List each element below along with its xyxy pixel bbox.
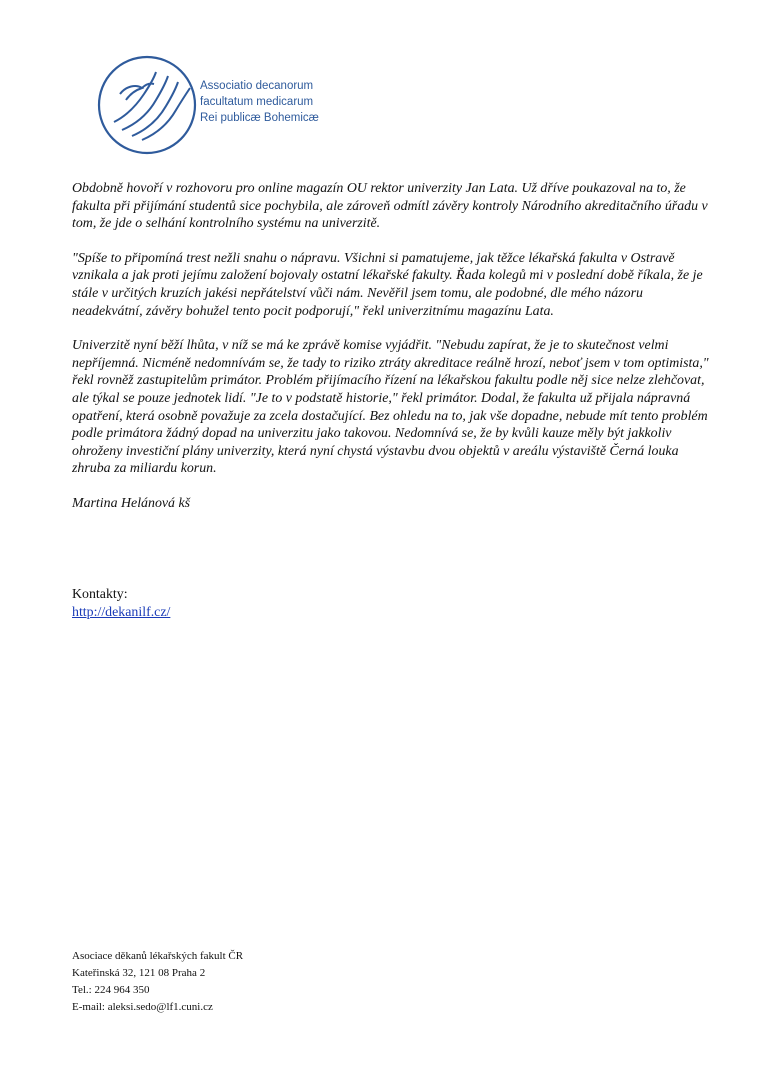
bird-circle-logo-icon [92, 50, 202, 160]
paragraph: Univerzitě nyní běží lhůta, v níž se má ke zprávě komise vyjádřit. "Nebudu zapírat, že je to skutečnost velmi nepříjemná. Nicméně nedomnívám se, že tady to riziko ztráty akreditace reálně hrozí, neboť jsem v tom optimista," řekl rovněž zastupitelům primátor. Problém přijímacího řízení na lékařskou fakultu podle něj sice nelze zlehčovat, ale týkal se pouze jednotek lidí. "Je to v podstatě historie," řekl primátor. Dodal, že fakulta už přijala nápravná opatření, která osobně považuje za zcela dostačující. Bez ohledu na to, jak vše dopadne, nebude mít tento problém podle primátora žádný dopad na univerzitu jako takovou. Nedomnívá se, že by kvůli kauze měly být jakkoliv ohroženy investiční plány univerzity, která nyní chystá výstavbu dvou objektů v areálu výstaviště Černá louka zhruba za miliardu korun. [72, 338, 709, 477]
contacts-label: Kontakty: [72, 587, 128, 602]
footer-street: Kateřinská 32, 121 08 Praha 2 [72, 967, 206, 979]
footer-address [72, 948, 243, 1016]
website-link[interactable]: http://dekanilf.cz/ [72, 604, 171, 620]
organization-name [200, 78, 319, 126]
org-name-line: facultatum medicarum [200, 96, 314, 108]
article-body [72, 180, 712, 530]
quote-paragraph: "Spíše to připomíná trest nežli snahu o nápravu. Všichni si pamatujeme, jak těžce lékařská fakulta v Ostravě vznikala a jak proti jejímu založení bojovaly ostatní lékařské fakulty. Řada kolegů mi v poslední době říkala, že je stále v určitých kruzích jakési nepřátelství vůči nám. Nevěřil jsem tomu, ale podobné, dle mého názoru neadekvátní, závěry bohužel tento pocit podporují," řekl univerzitnímu magazínu Lata. [72, 250, 703, 319]
footer-phone: Tel.: 224 964 350 [72, 984, 150, 996]
contacts-block [72, 586, 170, 621]
org-name-line: Associatio decanorum [200, 80, 314, 92]
author-signature: Martina Helánová kš [72, 495, 191, 511]
footer-org-name: Asociace děkanů lékařských fakult ČR [72, 950, 244, 962]
paragraph: Obdobně hovoří v rozhovoru pro online magazín OU rektor univerzity Jan Lata. Už dříve poukazoval na to, že fakulta při přijímání studentů sice pochybila, ale zároveň odmítl závěry kontroly Národního akreditačního úřadu v tom, že jde o selhání kontrolního systému na univerzitě. [72, 181, 708, 232]
letterhead [92, 44, 322, 164]
org-name-line: Rei publicæ Bohemicæ [200, 112, 319, 124]
footer-email: E-mail: aleksi.sedo@lf1.cuni.cz [72, 1001, 213, 1013]
